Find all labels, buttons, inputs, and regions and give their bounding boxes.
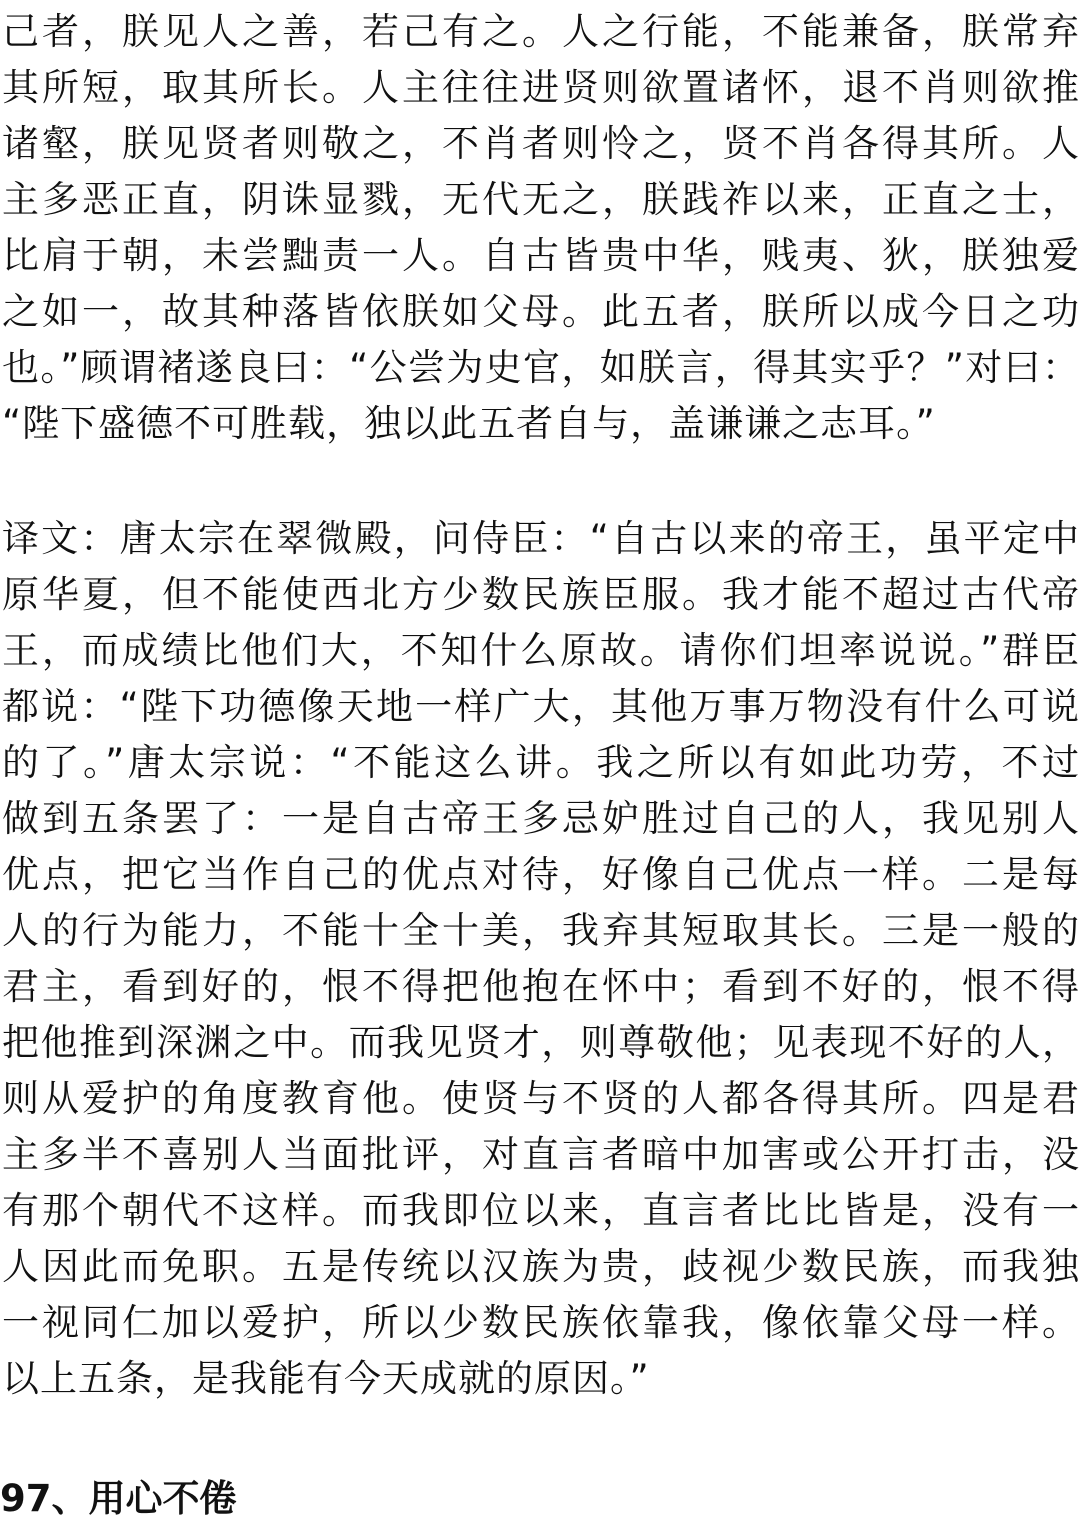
text-line: 其所短，取其所长。人主往往进贤则欲置诸怀，退不肖则欲推 [2,66,1080,109]
text-line: 原华夏，但不能使西北方少数民族臣服。我才能不超过古代帝 [2,573,1080,616]
text-line: 王，而成绩比他们大，不知什么原故。请你们坦率说说。”群臣 [2,629,1080,672]
text-line: 则从爱护的角度教育他。使贤与不贤的人都各得其所。四是君 [2,1077,1080,1120]
text-line: 都说：“陛下功德像天地一样广大，其他万事万物没有什么可说 [2,685,1080,728]
text-line: 之如一，故其种落皆依朕如父母。此五者，朕所以成今日之功 [2,290,1080,333]
text-line: 诸壑，朕见贤者则敬之，不肖者则怜之，贤不肖各得其所。人 [2,122,1080,165]
text-line: 人的行为能力，不能十全十美，我弃其短取其长。三是一般的 [2,909,1080,952]
section-heading: 97、用心不倦 [0,1477,237,1520]
text-line: 主多恶正直，阴诛显戮，无代无之，朕践祚以来，正直之士， [2,178,1080,221]
translation-paragraph [2,511,1080,1407]
text-line: 的了。”唐太宗说：“不能这么讲。我之所以有如此功劳，不过 [2,741,1080,784]
text-line: 译文：唐太宗在翠微殿，问侍臣：“自古以来的帝王，虽平定中 [2,517,1080,560]
text-line: 比肩于朝，未尝黜责一人。自古皆贵中华，贱夷、狄，朕独爱 [2,234,1080,277]
text-line: 以上五条，是我能有今天成就的原因。” [2,1357,650,1400]
text-line: 也。”顾谓褚遂良曰：“公尝为史官，如朕言，得其实乎？”对曰： [2,346,1080,389]
classical-text-paragraph [2,4,1080,452]
text-line: 人因此而免职。五是传统以汉族为贵，歧视少数民族，而我独 [2,1245,1080,1288]
text-line: 做到五条罢了：一是自古帝王多忌妒胜过自己的人，我见别人 [2,797,1080,840]
text-line: 把他推到深渊之中。而我见贤才，则尊敬他；见表现不好的人， [2,1021,1080,1064]
text-line: 君主，看到好的，恨不得把他抱在怀中；看到不好的，恨不得 [2,965,1080,1008]
text-line: “陛下盛德不可胜载，独以此五者自与，盖谦谦之志耳。” [2,402,936,445]
text-line: 有那个朝代不这样。而我即位以来，直言者比比皆是，没有一 [2,1189,1080,1232]
text-line: 一视同仁加以爱护，所以少数民族依靠我，像依靠父母一样。 [2,1301,1080,1344]
text-line: 优点，把它当作自己的优点对待，好像自己优点一样。二是每 [2,853,1080,896]
text-line: 主多半不喜别人当面批评，对直言者暗中加害或公开打击，没 [2,1133,1080,1176]
text-line: 己者，朕见人之善，若己有之。人之行能，不能兼备，朕常弃 [2,10,1080,53]
